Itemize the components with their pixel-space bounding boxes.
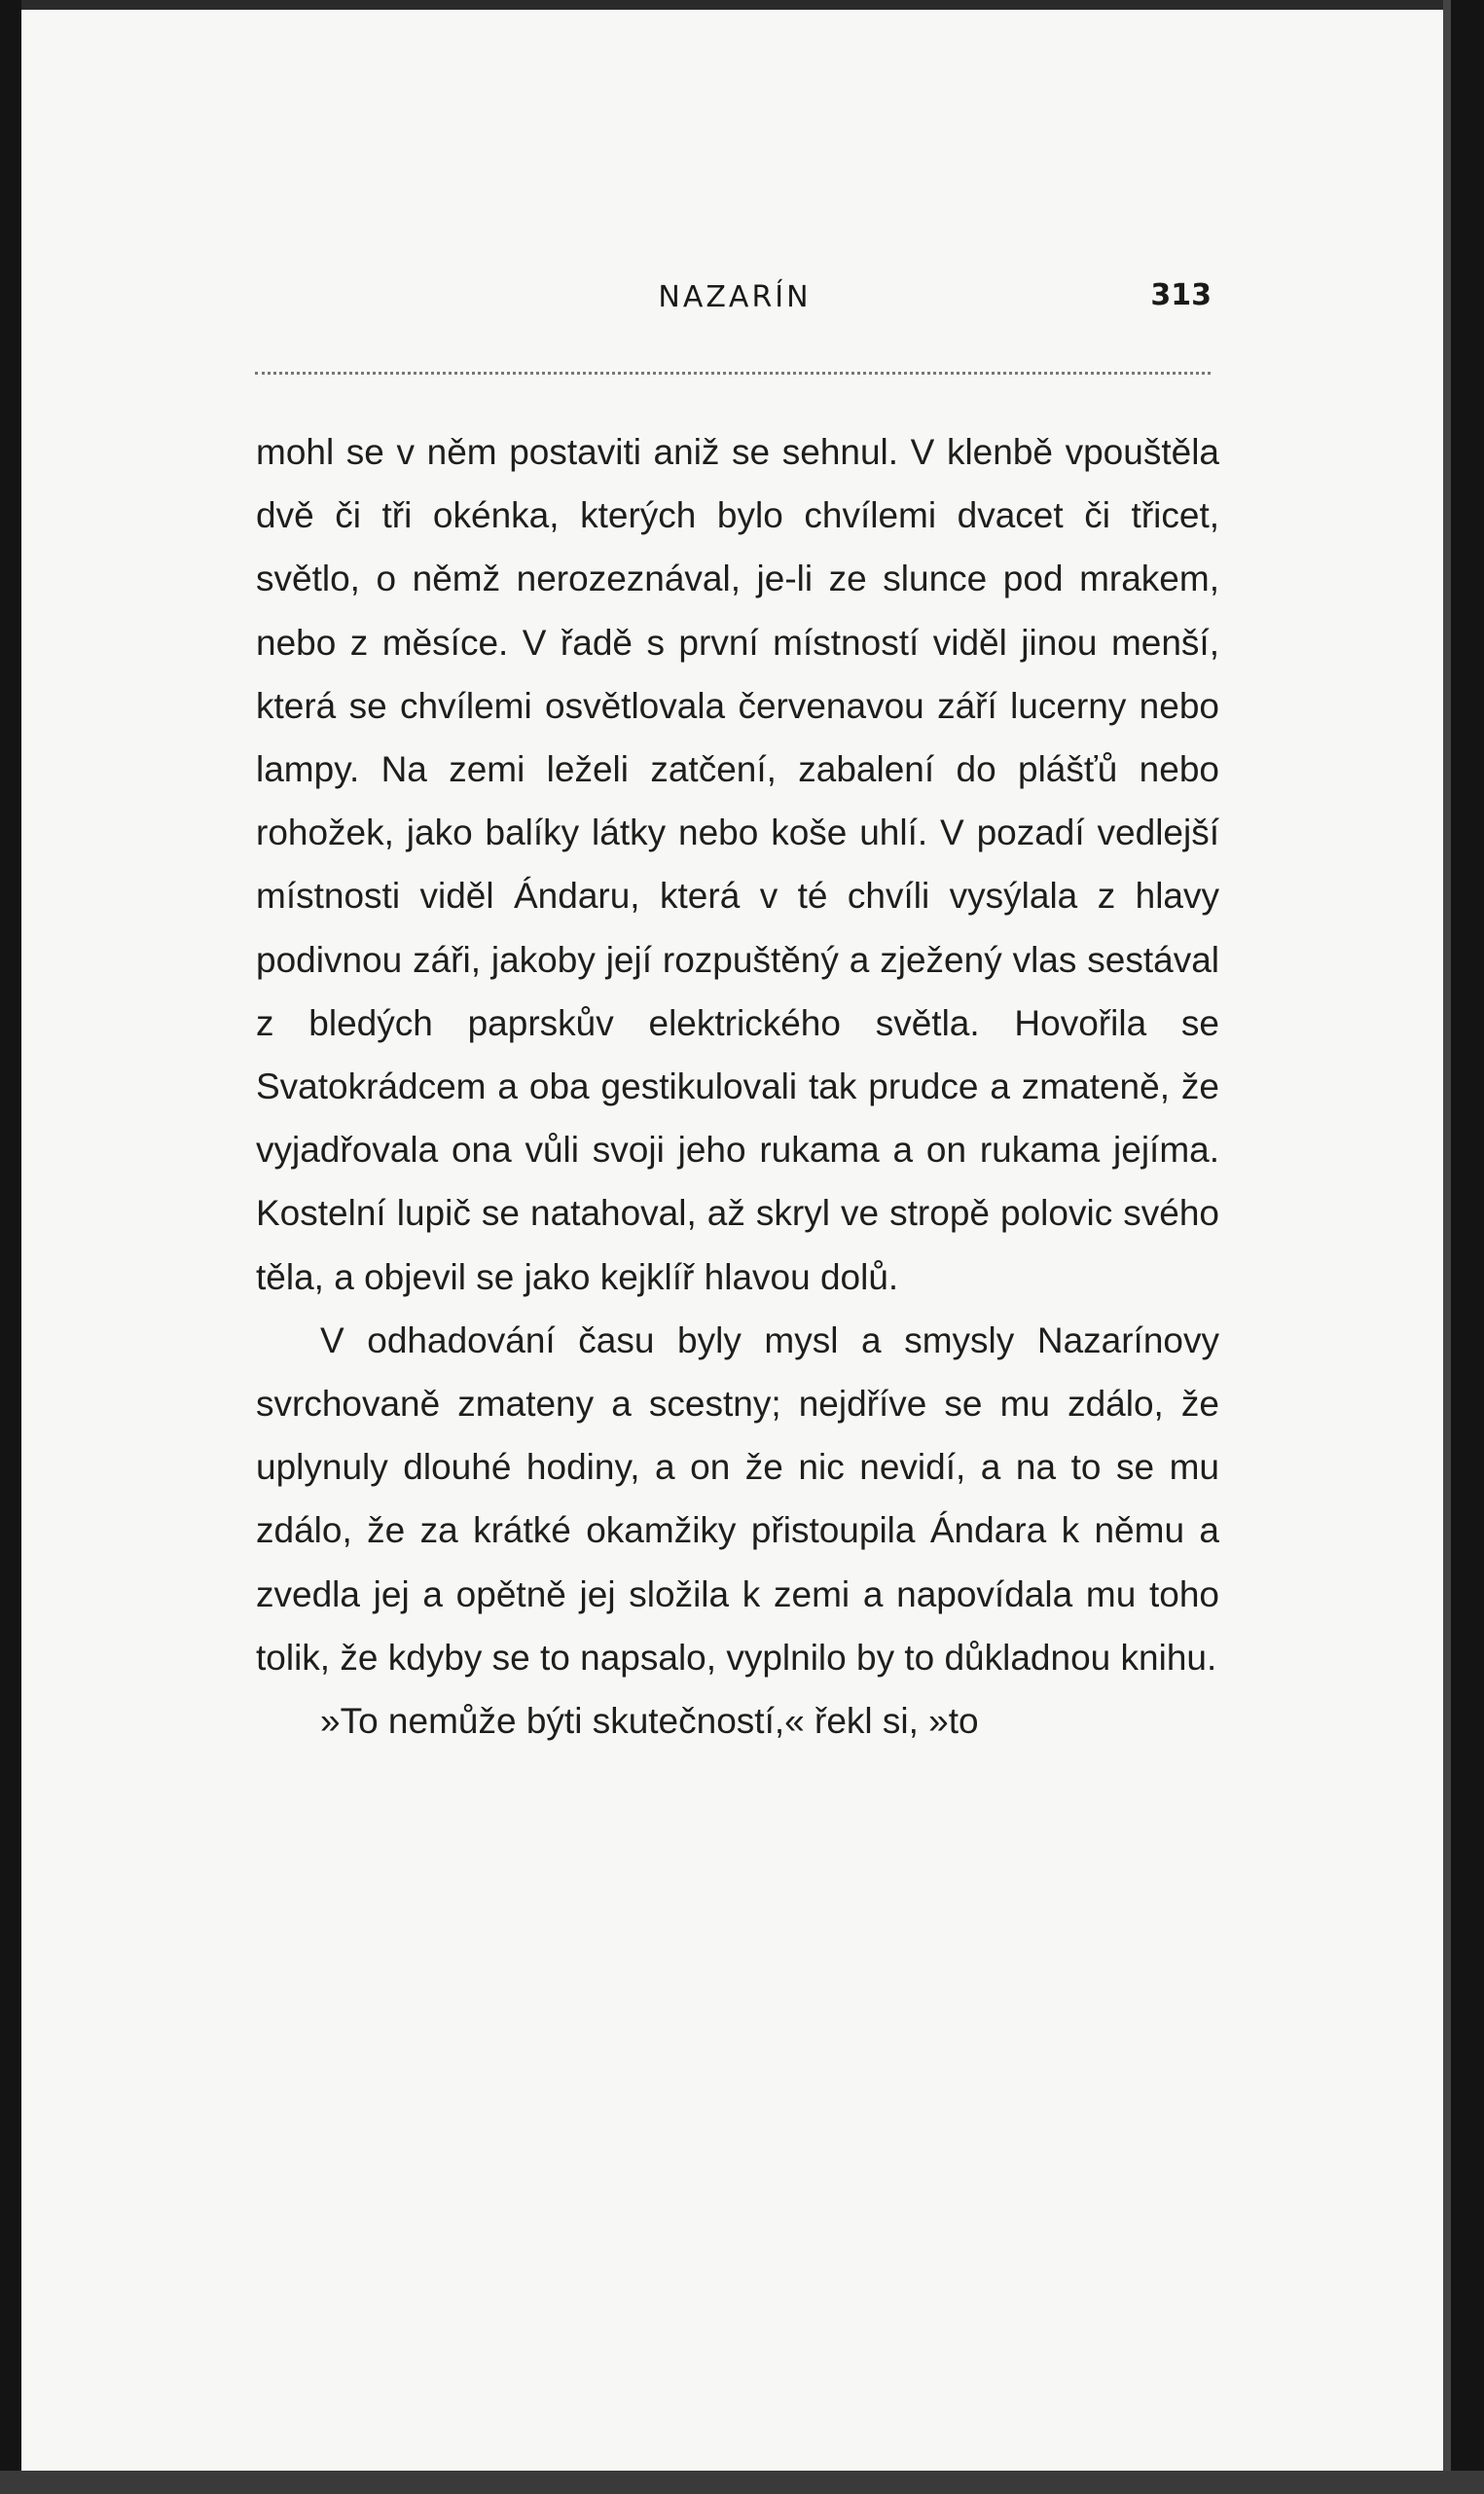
page-right-edge [1451,0,1484,2494]
page-header [258,280,1212,329]
body-text [256,420,1219,1753]
page-left-edge [0,0,21,2494]
header-rule [255,372,1211,375]
page-bottom-edge [0,2471,1484,2494]
page-number: 313 [1150,278,1212,312]
page-right-shadow [1443,0,1451,2494]
paragraph-2: V odhadování času byly mysl a smysly Nazarínovy svrchovaně zmateny a scestny; nejdříve se mu zdálo, že uplynuly dlouhé hodiny, a on že nic nevidí, a na to se mu zdálo, že za krátké okamžiky přistoupila Ándara k němu a zvedla jej a opětně jej složila k zemi a napovídala mu toho tolik, že kdyby se to napsalo, vyplnilo by to důkladnou knihu. [256,1319,1219,1678]
running-title: NAZARÍN [658,280,812,314]
page-top-edge [0,0,1484,10]
paragraph-3: »To nemůže býti skutečností,« řekl si, »to [320,1701,979,1742]
paragraph-1: mohl se v něm postaviti aniž se sehnul. V klenbě vpouštěla dvě či tři okénka, kterých bylo chvílemi dvacet či třicet, světlo, o němž nerozeznával, je-li ze slunce pod mrakem, nebo z měsíce. V řadě s první místností viděl jinou menší, která se chvílemi osvětlovala červenavou září lucerny nebo lampy. Na zemi leželi zatčení, zabalení do plášťů nebo rohožek, jako balíky látky nebo koše uhlí. V pozadí vedlejší místnosti viděl Ándaru, která v té chvíli vysýlala z hlavy podivnou záři, jakoby její rozpuštěný a zježený vlas sestával z bledých paprskův elektrického světla. Hovořila se Svatokrádcem a oba gestikulovali tak prudce a zmateně, že vyjadřovala ona vůli svoji jeho rukama a on rukama jejíma. Kostelní lupič se natahoval, až skryl ve stropě polovic svého těla, a objevil se jako kejklíř hlavou dolů. [256,432,1219,1297]
